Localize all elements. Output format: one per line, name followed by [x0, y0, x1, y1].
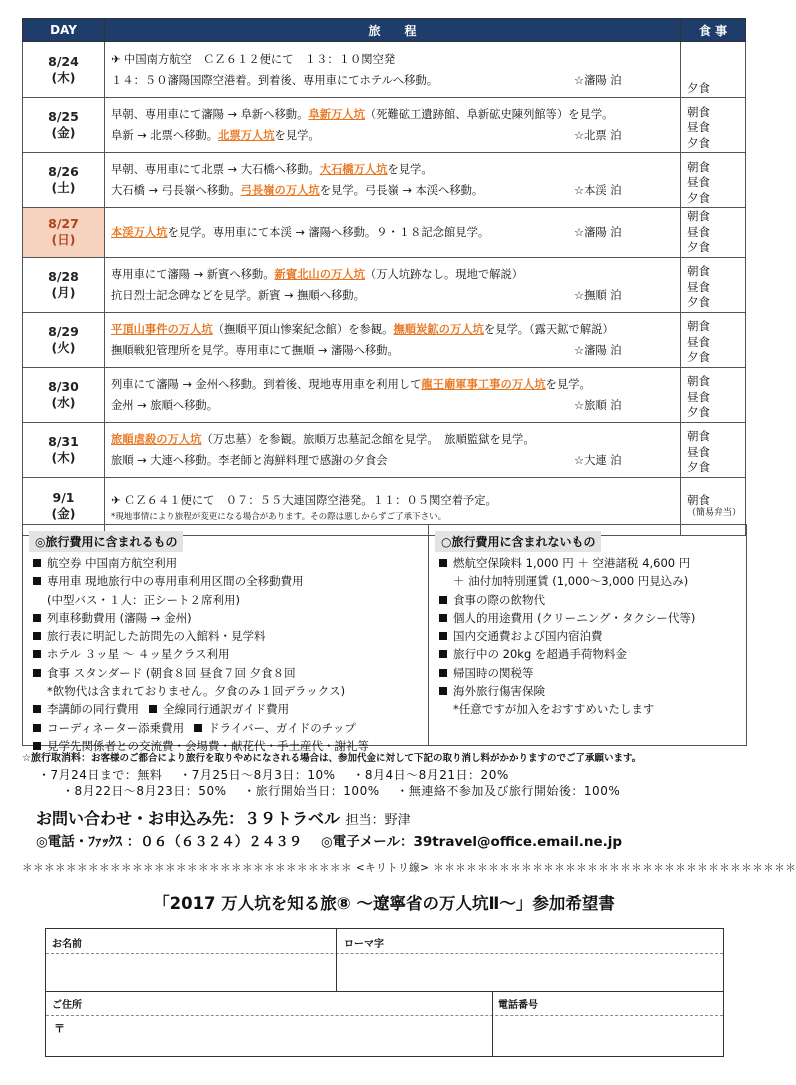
- meals-cell: [681, 367, 746, 422]
- itinerary-line: [111, 490, 674, 511]
- itinerary-row: [23, 367, 746, 422]
- stay-location: ☆瀋陽 泊: [574, 343, 622, 357]
- meal-item: 夕食: [687, 190, 710, 205]
- day-date: 8/24: [48, 53, 79, 69]
- meal-item: [687, 66, 744, 81]
- address-label: ご住所: [52, 1000, 82, 1011]
- meal-item: 夕食: [687, 295, 710, 309]
- excluded-text: 個人的用途費用 (クリーニング・タクシー代等): [453, 610, 696, 625]
- day-date: 8/27: [48, 216, 79, 232]
- itinerary-text: 専用車にて瀋陽 → 新賓へ移動。: [111, 267, 275, 281]
- address-field[interactable]: [70, 1019, 486, 1051]
- stay-location: ☆旅順 泊: [574, 398, 622, 412]
- included-item: [33, 554, 428, 572]
- meals-cell: [681, 257, 746, 312]
- itinerary-line: [111, 395, 674, 416]
- stay-location: ☆瀋陽 泊: [574, 225, 622, 239]
- form-title: 「2017 万人坑を知る旅⑧ ～遼寧省の万人坑Ⅱ～」参加希望書: [153, 894, 615, 913]
- itinerary-text: 撫順戦犯管理所を見学。専用車にて撫順 → 瀋陽へ移動。: [111, 343, 399, 357]
- excluded-text: 食事の際の飲物代: [453, 592, 545, 607]
- included-text: コーディネーター添乗費用: [47, 720, 185, 735]
- itinerary-text: （万忠墓）を参観。旅順万忠墓記念館を見学。 旅順監獄を見学。: [201, 432, 535, 446]
- itinerary-text: （死難砿工遺跡館、阜新砿史陳列館等）を見学。: [364, 108, 614, 121]
- excluded-item: [439, 609, 746, 627]
- day-cell: [23, 208, 105, 258]
- meal-item: 昼食: [687, 389, 710, 404]
- itinerary-table: [22, 18, 746, 536]
- itinerary-line: [111, 285, 674, 306]
- itinerary-text: を見学。: [387, 163, 433, 176]
- excluded-item: [439, 591, 746, 609]
- included-item: [33, 645, 428, 663]
- meal-item: 朝食: [687, 159, 710, 174]
- itinerary-text: 列車にて瀋陽 → 金州へ移動。到着後、現地専用車を利用して: [111, 377, 422, 391]
- day-cell: [23, 42, 105, 98]
- name-label: お名前: [52, 939, 82, 950]
- stay-location: ☆北票 泊: [574, 129, 622, 142]
- cancel-line-2: ・8月22日～8月23日：50% ・旅行開始当日：100% ・無連絡不参加及び旅行開始後：100%: [62, 784, 621, 798]
- meals-cell: [681, 208, 746, 258]
- bullet-icon: [33, 559, 41, 567]
- itinerary-line: [111, 374, 674, 395]
- contact-details: [36, 830, 622, 850]
- itinerary-text: 大石橋 → 弓長嶺へ移動。: [111, 184, 241, 197]
- included-text: 見学先関係者との交流費・会場費・献花代・手土産代・謝礼等: [47, 738, 369, 753]
- meal-item: 朝食: [687, 319, 710, 333]
- postal-mark: 〒: [54, 1022, 65, 1035]
- meal-item: 昼食: [687, 444, 710, 459]
- day-weekday: (火): [51, 339, 76, 355]
- cancellation-policy: [22, 751, 752, 799]
- itinerary-cell: [105, 422, 681, 477]
- contact-phone: ◎電話・ﾌｧｯｸｽ ：０６（６３２４）２４３９: [36, 834, 303, 850]
- excluded-text: 国内交通費および国内宿泊費: [453, 629, 603, 644]
- stay-location: ☆本渓 泊: [574, 184, 622, 197]
- itinerary-line: [111, 104, 674, 125]
- included-title: ◎旅行費用に含まれるもの: [29, 531, 183, 552]
- excluded-text: 帰国時の関税等: [453, 665, 534, 680]
- itinerary-text: １４：５０瀋陽国際空港着。到着後、専用車にてホテルへ移動。: [111, 73, 439, 87]
- included-text: ドライバー、ガイドのチップ: [208, 720, 356, 735]
- included-list: [23, 554, 428, 755]
- excluded-column: [429, 525, 746, 745]
- included-item: [33, 572, 428, 590]
- excluded-item: [439, 700, 746, 718]
- stay-location: ☆瀋陽 泊: [574, 73, 622, 87]
- itinerary-line: [111, 319, 674, 340]
- itinerary-cell: [105, 257, 681, 312]
- day-date: 8/26: [48, 164, 79, 179]
- day-cell: [23, 312, 105, 367]
- day-date: 9/1: [52, 490, 75, 505]
- bullet-icon: [33, 650, 41, 658]
- meal-item: 朝食: [687, 492, 710, 507]
- cost-section: [22, 524, 747, 753]
- included-item: [33, 609, 428, 627]
- stay-location: [574, 264, 674, 285]
- included-text: 旅行表に明記した訪問先の入館料・見学料: [47, 629, 266, 644]
- bullet-icon: [439, 559, 447, 567]
- itinerary-row: [23, 257, 746, 312]
- itinerary-cell: [105, 208, 681, 258]
- itinerary-row: [23, 312, 746, 367]
- stay-location: [591, 374, 691, 395]
- day-date: 8/28: [48, 268, 79, 284]
- contact-label: お問い合わせ・お申込み先：３９トラベル: [36, 809, 341, 828]
- bullet-icon: [439, 650, 447, 658]
- site-highlight: 本渓万人坑: [111, 225, 168, 239]
- itinerary-line: [111, 125, 674, 146]
- itinerary-text: 阜新 → 北票へ移動。: [111, 129, 219, 142]
- itinerary-line: [111, 159, 674, 180]
- itinerary-cell: [105, 312, 681, 367]
- itinerary-text: を見学。: [545, 377, 591, 391]
- itinerary-text: 早朝、専用車にて北票 → 大石橋へ移動。: [111, 163, 320, 176]
- excluded-item: [439, 554, 746, 572]
- stay-location: ☆大連 泊: [574, 453, 622, 467]
- meal-item: 昼食: [687, 120, 710, 134]
- itinerary-cell: [105, 98, 681, 153]
- itinerary-cell: [105, 153, 681, 208]
- meal-item: 夕食: [687, 80, 710, 95]
- included-text: 航空券 中国南方航空利用: [47, 556, 178, 570]
- name-field[interactable]: [52, 957, 330, 987]
- meal-item: 夕食: [687, 240, 710, 254]
- excluded-item: [439, 664, 746, 682]
- meal-note: （簡易弁当）: [687, 508, 742, 519]
- included-text: 李講師の同行費用: [47, 702, 139, 717]
- included-text: *飲物代は含まれておりません。夕食のみ１回デラックス): [47, 684, 346, 699]
- excluded-item: [439, 645, 746, 663]
- itinerary-text: ✈ 中国南方航空 ＣＺ６１２便にて １３：１０関空発: [111, 52, 396, 66]
- excluded-item: [439, 572, 746, 590]
- included-text: ホテル ３ッ星 ～ ４ッ星クラス利用: [47, 647, 230, 662]
- itinerary-text: ✈ ＣＺ６４１便にて ０７：５５大連国際空港発。１１：０５関空着予定。: [111, 493, 497, 507]
- included-text: 列車移動費用 (瀋陽 → 金州): [47, 610, 192, 625]
- application-form: [45, 928, 724, 1057]
- day-date: 8/30: [48, 378, 79, 394]
- itinerary-text: 旅順 → 大連へ移動。李老師と海鮮料理で感謝の夕食会: [111, 453, 388, 467]
- meal-item: [687, 51, 744, 66]
- excluded-item: [439, 682, 746, 700]
- bullet-icon: [194, 724, 202, 732]
- site-highlight: 撫順炭鉱の万人坑: [393, 322, 484, 336]
- day-cell: [23, 153, 105, 208]
- itinerary-text: （撫順平頂山惨案紀念館）を参観。: [212, 322, 394, 336]
- itinerary-line: [111, 180, 674, 201]
- site-highlight: 平頂山事件の万人坑: [111, 322, 213, 336]
- cancel-title: ☆旅行取消料：: [22, 753, 91, 764]
- bullet-icon: [439, 632, 447, 640]
- meal-item: 昼食: [687, 224, 710, 239]
- day-weekday: (水): [51, 394, 76, 410]
- meal-item: 夕食: [687, 350, 710, 364]
- bullet-icon: [33, 632, 41, 640]
- itinerary-row: [23, 153, 746, 208]
- included-item: [33, 682, 428, 700]
- day-cell: [23, 98, 105, 153]
- stay-location: [574, 429, 674, 450]
- itinerary-text: を見学。（露天鉱で解説）: [483, 322, 614, 336]
- itinerary-row: [23, 98, 746, 153]
- contact-email[interactable]: ◎電子メール：39travel@office.email.ne.jp: [320, 834, 623, 850]
- itinerary-row: [23, 208, 746, 258]
- included-text: (中型バス・１人：正シート２席利用): [47, 592, 240, 607]
- roman-field[interactable]: [342, 957, 718, 987]
- meals-header: 食 事: [681, 19, 746, 42]
- day-cell: [23, 422, 105, 477]
- bullet-icon: [33, 742, 41, 750]
- bullet-icon: [439, 614, 447, 622]
- meal-item: 昼食: [687, 279, 710, 294]
- schedule-note: *現地事情により旅程が変更になる場合があります。その際は悪しからずご了承下さい。: [111, 511, 447, 522]
- stay-location: [574, 159, 674, 180]
- meal-item: 朝食: [687, 429, 710, 443]
- itinerary-cell: [105, 367, 681, 422]
- bullet-icon: [33, 724, 41, 732]
- day-date: 8/25: [48, 109, 79, 124]
- bullet-icon: [33, 705, 41, 713]
- included-item: [33, 719, 428, 737]
- itinerary-row: [23, 422, 746, 477]
- roman-label: ローマ字: [344, 939, 384, 950]
- phone-label: 電話番号: [498, 1000, 538, 1011]
- bullet-icon: [33, 577, 41, 585]
- meals-cell: [681, 42, 746, 98]
- day-date: 8/29: [48, 323, 79, 339]
- day-header: DAY: [23, 19, 105, 42]
- day-weekday: (木): [51, 69, 76, 85]
- itinerary-line: [111, 222, 674, 243]
- cancel-text: お客様のご都合により旅行を取りやめになされる場合は、参加代金に対して下記の取り消し料がかかりますのでご了承願います。: [90, 753, 642, 764]
- excluded-item: [439, 627, 746, 645]
- itinerary-line: [111, 49, 674, 70]
- stay-location: [574, 49, 674, 70]
- meal-item: 朝食: [687, 209, 710, 223]
- bullet-icon: [439, 596, 447, 604]
- site-highlight: 北票万人坑: [218, 129, 275, 142]
- itinerary-line: [111, 264, 674, 285]
- meal-item: 昼食: [687, 334, 710, 349]
- day-weekday: (金): [51, 506, 76, 521]
- bullet-icon: [149, 705, 157, 713]
- excluded-text: 旅行中の 20kg を超過手荷物料金: [453, 647, 627, 662]
- site-highlight: 阜新万人坑: [308, 108, 365, 121]
- itinerary-text: を見学。専用車にて本渓 → 瀋陽へ移動。９・１８記念館見学。: [167, 225, 490, 239]
- bullet-icon: [33, 614, 41, 622]
- included-item: [33, 664, 428, 682]
- day-weekday: (日): [51, 232, 76, 248]
- meal-item: 朝食: [687, 264, 710, 278]
- included-text: 食事 スタンダード (朝食８回 昼食７回 夕食８回: [47, 665, 296, 680]
- meal-item: 朝食: [687, 104, 710, 119]
- itinerary-text: を見学。弓長嶺 → 本渓へ移動。: [319, 184, 484, 197]
- included-column: [23, 525, 428, 753]
- contact-person: 担当：野津: [345, 813, 411, 828]
- site-highlight: 弓長嶺の万人坑: [240, 184, 320, 197]
- stay-location: [574, 490, 674, 511]
- day-weekday: (金): [51, 125, 76, 140]
- meal-item: 夕食: [687, 460, 710, 474]
- site-highlight: 大石橋万人坑: [319, 163, 388, 176]
- excluded-text: *任意ですが加入をおすすめいたします: [453, 702, 655, 717]
- day-weekday: (木): [51, 449, 76, 465]
- itinerary-line: [111, 450, 674, 471]
- itinerary-row: [23, 42, 746, 98]
- day-date: 8/31: [48, 433, 79, 449]
- itinerary-cell: [105, 42, 681, 98]
- cancel-line-1: ・7月24日まで：無料 ・7月25日～8月3日：10% ・8月4日～8月21日：20%: [38, 768, 509, 782]
- excluded-list: [429, 554, 746, 719]
- meals-cell: [681, 153, 746, 208]
- meals-cell: [681, 422, 746, 477]
- itinerary-text: （万人坑跡なし。現地で解説）: [364, 267, 524, 281]
- site-highlight: 旅順虐殺の万人坑: [111, 432, 202, 446]
- excluded-text: 燃航空保険料 1,000 円 ＋ 空港諸税 4,600 円: [453, 556, 691, 570]
- included-item: [33, 591, 428, 609]
- itinerary-text: 金州 → 旅順へ移動。: [111, 398, 219, 412]
- itinerary-line: [111, 340, 674, 361]
- itinerary-text: 抗日烈士記念碑などを見学。新賓 → 撫順へ移動。: [111, 288, 365, 302]
- meal-item: 朝食: [687, 374, 710, 388]
- meal-item: 夕食: [687, 135, 710, 150]
- bullet-icon: [439, 687, 447, 695]
- included-item: [33, 700, 428, 718]
- itinerary-line: [111, 429, 674, 450]
- itinerary-text: を見学。: [274, 129, 320, 142]
- day-weekday: (月): [51, 284, 76, 300]
- site-highlight: 新賓北山の万人坑: [274, 267, 365, 281]
- day-weekday: (土): [51, 180, 76, 195]
- site-highlight: 龍王廟軍事工事の万人坑: [421, 377, 546, 391]
- excluded-text: 海外旅行傷害保険: [453, 684, 545, 699]
- excluded-title: ○旅行費用に含まれないもの: [435, 531, 601, 552]
- itinerary-line: [111, 70, 674, 91]
- bullet-icon: [33, 669, 41, 677]
- day-cell: [23, 257, 105, 312]
- included-text: 専用車 現地旅行中の専用車利用区間の全移動費用: [47, 574, 304, 589]
- cut-line: ＊＊＊＊＊＊＊＊＊＊＊＊＊＊＊＊＊＊＊＊＊＊＊＊＊＊＊＊＊＊ <キリトリ線> ＊＊＊＊＊＊＊＊＊＊＊＊＊＊＊＊＊＊＊＊＊＊＊＊＊＊＊＊＊＊＊＊＊: [22, 862, 796, 874]
- meal-item: 昼食: [687, 175, 710, 189]
- included-item: [33, 627, 428, 645]
- itinerary-text: 早朝、専用車にて瀋陽 → 阜新へ移動。: [111, 108, 309, 121]
- included-text: 全線同行通訳ガイド費用: [163, 702, 290, 717]
- stay-location: ☆撫順 泊: [574, 288, 622, 302]
- phone-field[interactable]: [498, 1019, 718, 1051]
- excluded-text: ＋ 油付加特別運賃 (1,000～3,000 円見込み): [453, 574, 689, 589]
- meal-item: 夕食: [687, 405, 710, 419]
- day-cell: [23, 367, 105, 422]
- bullet-icon: [439, 669, 447, 677]
- contact-heading: [36, 806, 411, 829]
- itinerary-header: 旅 程: [105, 19, 681, 42]
